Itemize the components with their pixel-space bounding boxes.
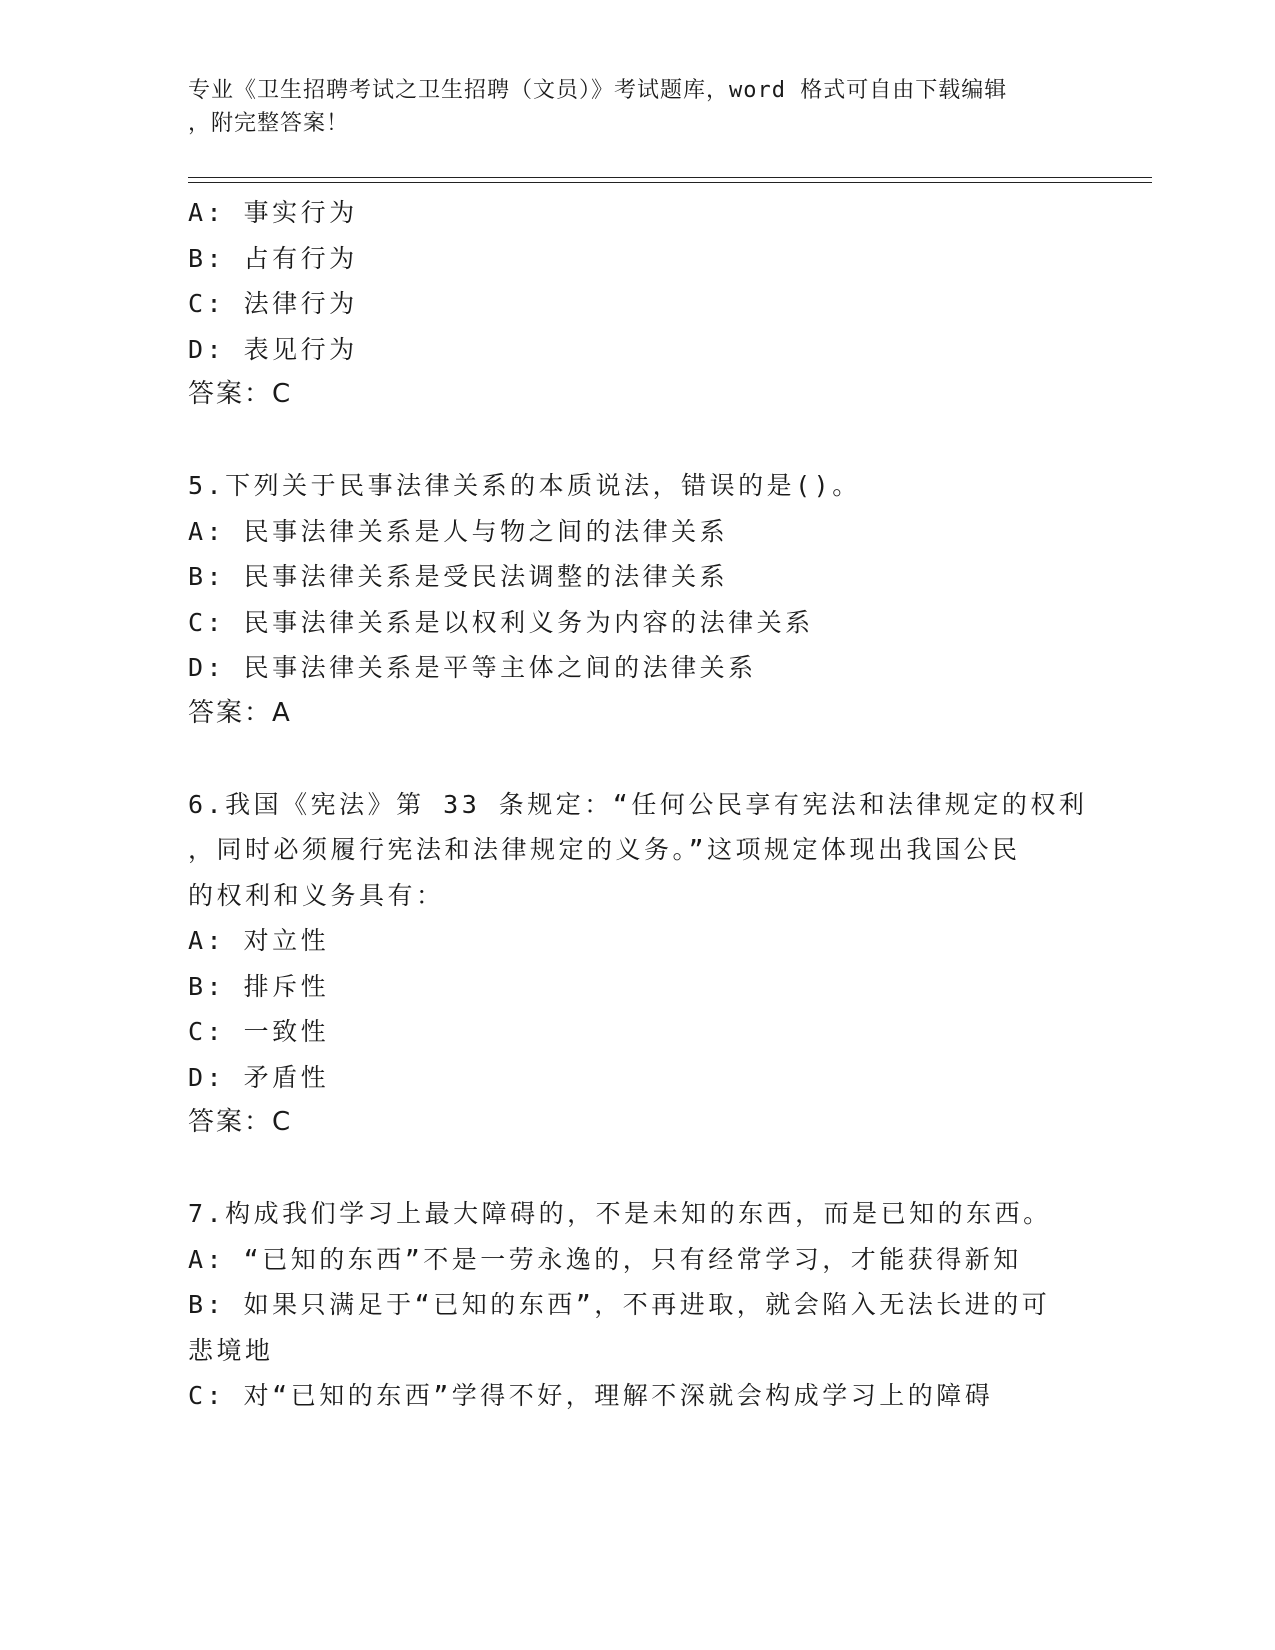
q5-option-a: A: 民事法律关系是人与物之间的法律关系 bbox=[188, 516, 729, 546]
q4-option-d: D: 表见行为 bbox=[188, 334, 358, 364]
q6-question-line-2: ，同时必须履行宪法和法律规定的义务。”这项规定体现出我国公民 bbox=[188, 835, 1021, 864]
header-rule-bottom bbox=[188, 182, 1152, 183]
q4-answer: 答案：C bbox=[188, 379, 293, 409]
q6-answer: 答案：C bbox=[188, 1107, 293, 1137]
question-6-block bbox=[188, 782, 1088, 1146]
spacer bbox=[188, 418, 1088, 464]
q6-option-a: A: 对立性 bbox=[188, 926, 330, 955]
q5-option-b: B: 民事法律关系是受民法调整的法律关系 bbox=[188, 562, 729, 591]
q5-option-d: D: 民事法律关系是平等主体之间的法律关系 bbox=[188, 653, 757, 682]
spacer bbox=[188, 1146, 1088, 1192]
header-line-1: 专业《卫生招聘考试之卫生招聘（文员）》考试题库，word 格式可自由下载编辑 bbox=[188, 78, 1008, 103]
q6-option-b: B: 排斥性 bbox=[188, 971, 330, 1001]
question-7-block bbox=[188, 1191, 1088, 1419]
header-line-2: ，附完整答案！ bbox=[188, 111, 350, 136]
q5-answer: 答案：A bbox=[188, 697, 292, 728]
question-4-block bbox=[188, 190, 1088, 418]
q5-option-c: C: 民事法律关系是以权利义务为内容的法律关系 bbox=[188, 607, 814, 637]
q6-option-c: C: 一致性 bbox=[188, 1017, 330, 1046]
q7-option-b-continued: 悲境地 bbox=[188, 1335, 274, 1365]
q4-option-b: B: 占有行为 bbox=[188, 243, 358, 273]
q7-option-c: C: 对“已知的东西”学得不好，理解不深就会构成学习上的障碍 bbox=[188, 1381, 994, 1410]
q4-option-c: C: 法律行为 bbox=[188, 289, 358, 318]
q6-option-d: D: 矛盾性 bbox=[188, 1062, 330, 1092]
q4-option-a: A: 事实行为 bbox=[188, 198, 358, 227]
q5-question: 5.下列关于民事法律关系的本质说法，错误的是()。 bbox=[188, 471, 861, 500]
question-5-block bbox=[188, 463, 1088, 736]
document-header bbox=[188, 74, 1068, 140]
q7-option-a: A: “已知的东西”不是一劳永逸的，只有经常学习，才能获得新知 bbox=[188, 1244, 1022, 1274]
question-content bbox=[188, 190, 1088, 1419]
q7-option-b: B: 如果只满足于“已知的东西”，不再进取，就会陷入无法长进的可 bbox=[188, 1290, 1051, 1319]
q7-question: 7.构成我们学习上最大障碍的，不是未知的东西，而是已知的东西。 bbox=[188, 1199, 1052, 1228]
header-rule-top bbox=[188, 177, 1152, 178]
q6-question-line-1: 6.我国《宪法》第 33 条规定：“任何公民享有宪法和法律规定的权利 bbox=[188, 789, 1088, 819]
q6-question-line-3: 的权利和义务具有： bbox=[188, 880, 445, 910]
spacer bbox=[188, 736, 1088, 782]
